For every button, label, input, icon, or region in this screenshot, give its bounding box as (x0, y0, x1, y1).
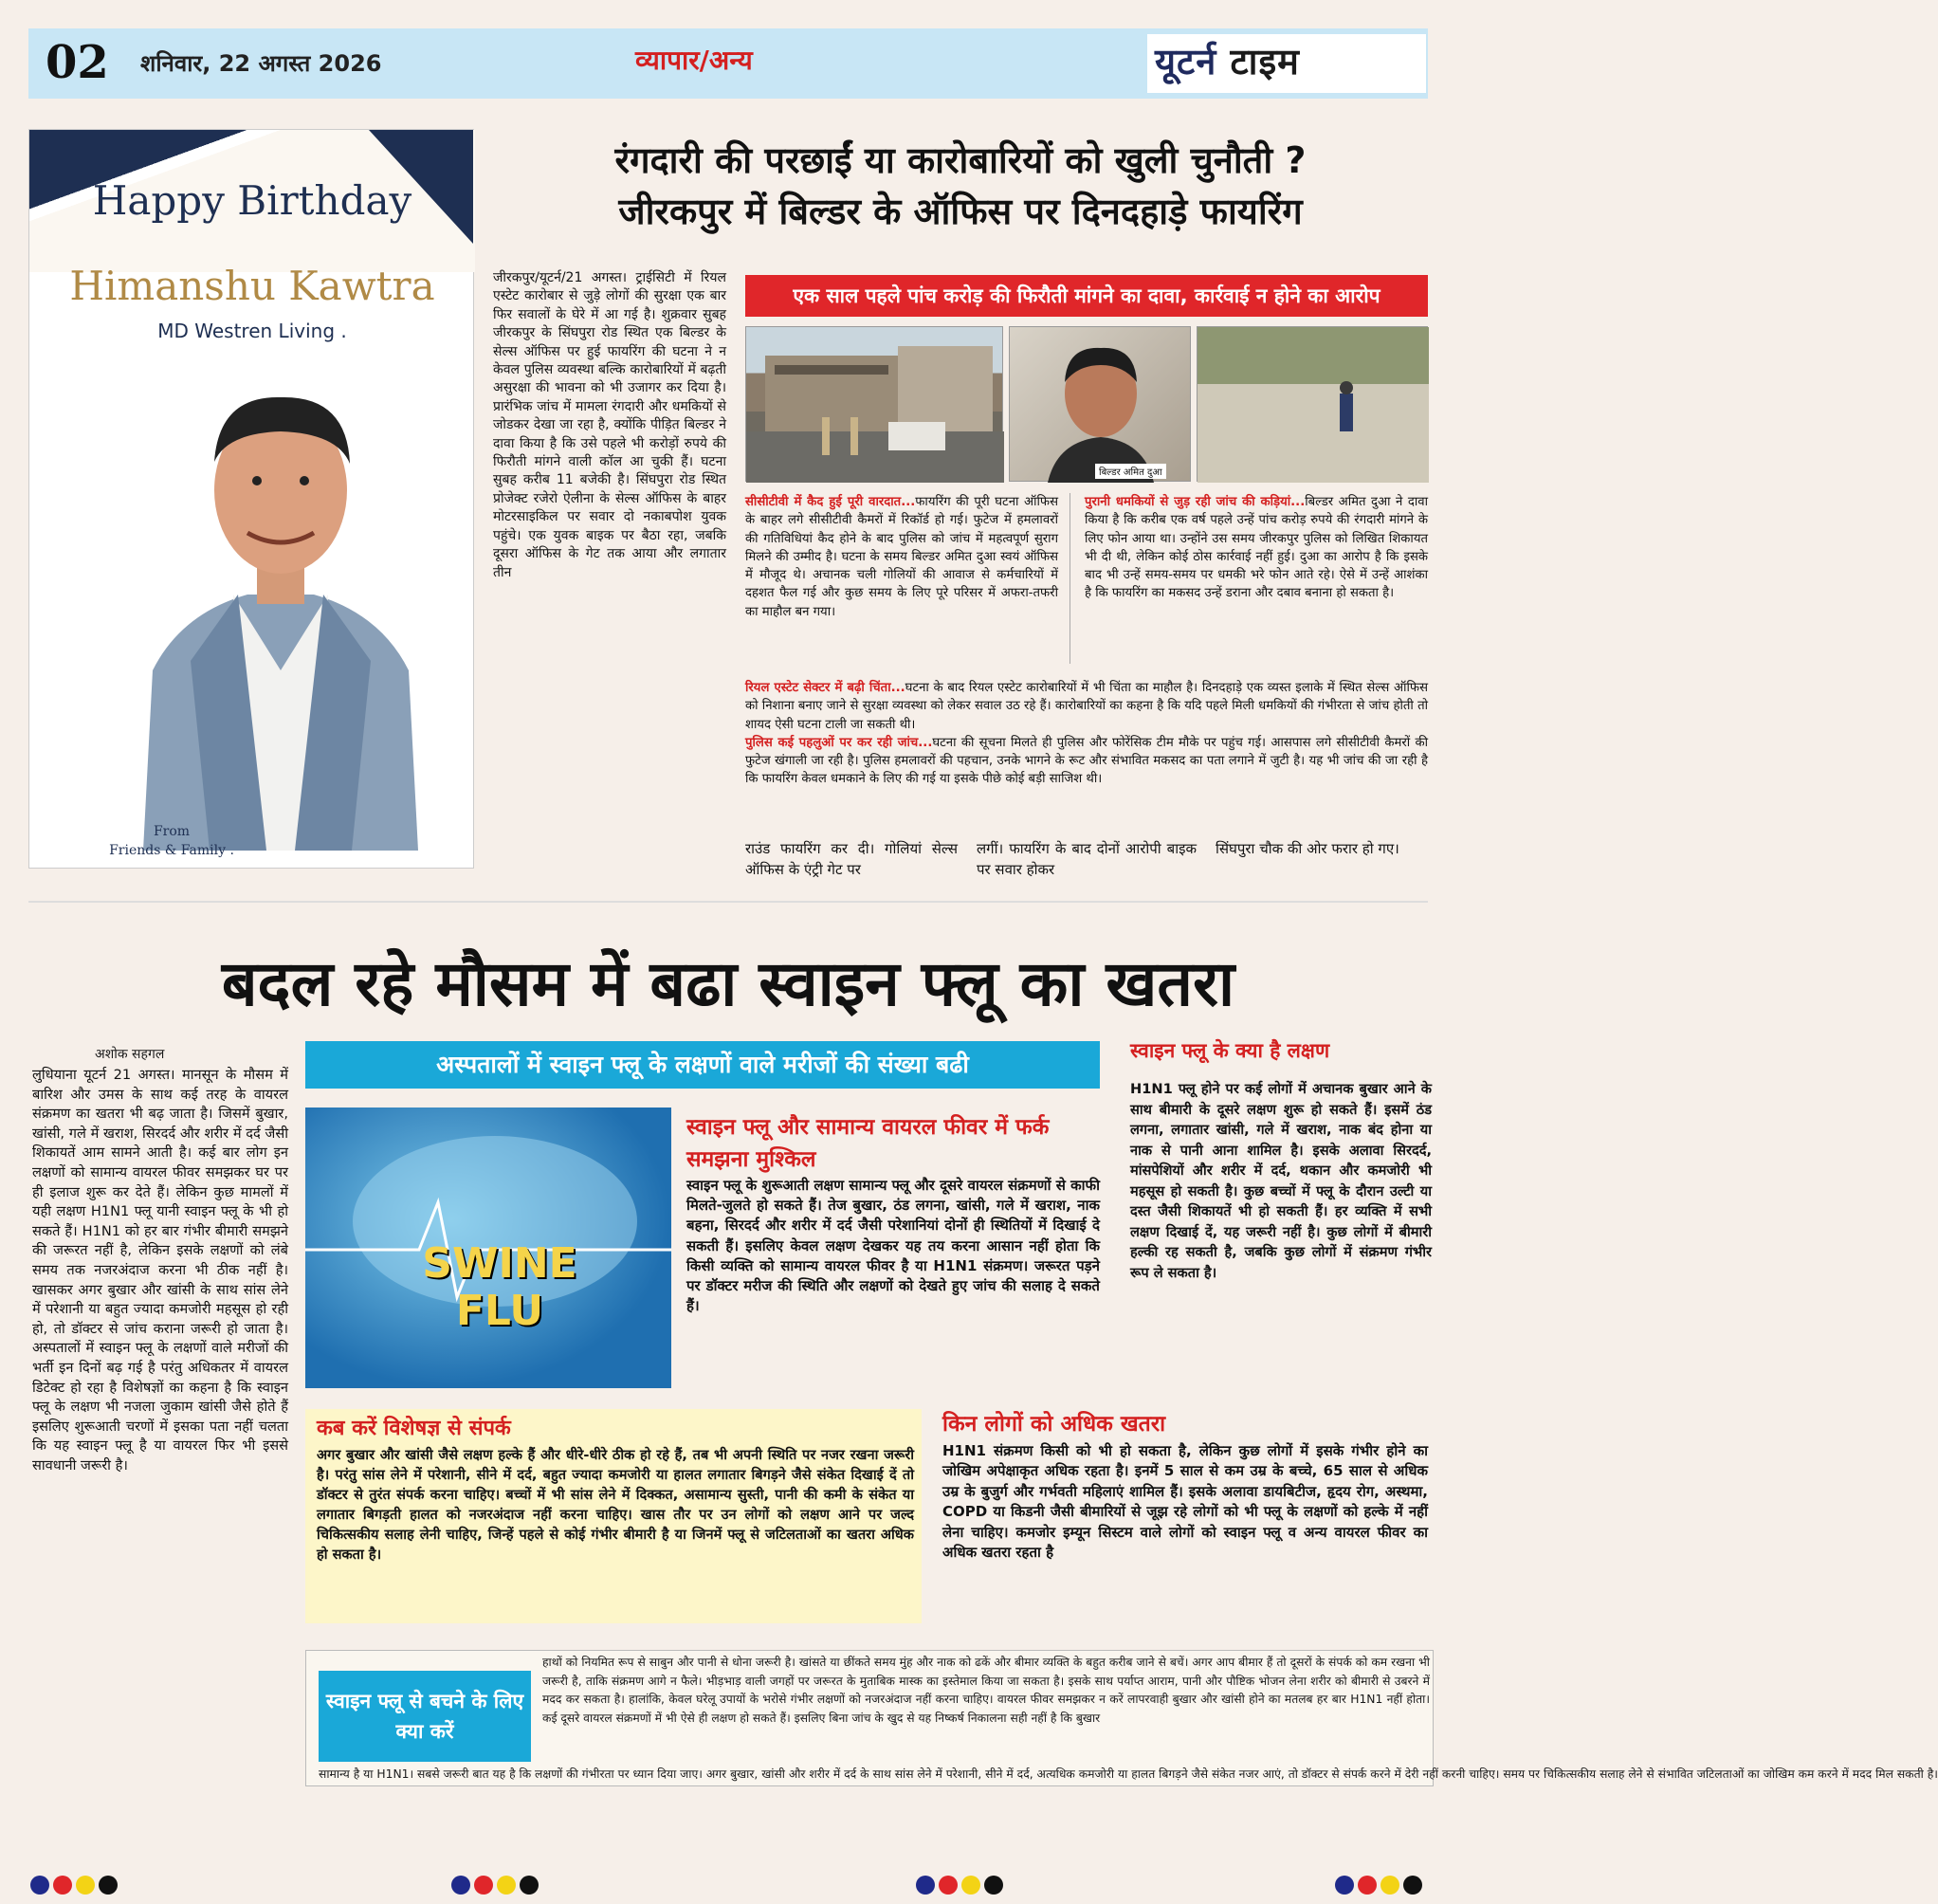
print-dots-2 (451, 1876, 542, 1898)
story1-column1: जीरकपुर/यूटर्न/21 अगस्त। ट्राईसिटी में रियल एस्टेट कारोबार से जुड़े लोगों की सुरक्षा एक बार फिर सवालों के घेरे में आ गई है। शुक्रवार सुबह जीरकपुर के सिंघपुरा रोड स्थित एक बिल्डर के सेल्स ऑफिस पर हुई फायरिंग की घटना ने न केवल पुलिस व्यवस्था बल्कि कारोबारियों में बढ़ती असुरक्षा की भावना को भी उजागर कर दिया है। प्रारंभिक जांच में मामला रंगदारी और धमकियों से जोडकर देखा जा रहा है, क्योंकि पीड़ित बिल्डर ने दावा किया है कि उसे पहले भी करोड़ों रुपये की फिरौती मांगने वाली कॉल आ चुकी हैं। घटना सुबह करीब 11 बजेकी है। सिंघपुरा रोड स्थित प्रोजेक्ट रजेरो ऐलीना के सेल्स ऑफिस के बाहर मोटरसाइकिल पर सवार दो नकाबपोश युवक पहुंचे। एक युवक बाइक पर बैठा रहा, जबकि दूसरा ऑफिस के गेट तक आया और लगातार तीन (493, 270, 726, 580)
ad-name: Himanshu Kawtra (69, 263, 435, 309)
ad-title: MD Westren Living . (157, 320, 347, 342)
masthead-logo (1147, 34, 1426, 93)
story1-sub-cctv (745, 493, 1058, 673)
symptoms-text: H1N1 फ्लू होने पर कई लोगों में अचानक बुखार आने के साथ बीमारी के दूसरे लक्षण शुरू हो सकते हैं। इसमें ठंड लगना, लगातार खांसी, गले में खराश, नाक बंद होना या नाक से पानी आना शामिल है। इसके अलावा सिरदर्द, मांसपेशियों और शरीर में दर्द, थकान और कमजोरी भी महसूस हो सकती है। कुछ बच्चों में फ्लू के दौरान उल्टी या दस्त जैसी शिकायतें भी हो सकती हैं। हर व्यक्ति में सभी लक्षण दिखाई दें, यह जरूरी नहीं है। कुछ लोगों में बीमारी हल्की रह सकती है, जबकि कुछ लोगों में संक्रमण गंभीर रूप ले सकता है। (1130, 1081, 1432, 1281)
ad-greeting: Happy Birthday (92, 177, 412, 224)
contact-text: अगर बुखार और खांसी जैसे लक्षण हल्के हैं और धीरे-धीरे ठीक हो रहे हैं, तब भी अपनी स्थिति पर नजर रखना जरूरी है। परंतु सांस लेने में परेशानी, सीने में दर्द, बहुत ज्यादा कमजोरी या हालत लगातार बिगड़ने जैसे संकेत दिखाई दें तो डॉक्टर से तुरंत संपर्क करना चाहिए। बच्चों में भी सांस लेने में दिक्कत, असामान्य सुस्ती, पानी की कमी के संकेत या लगातार बिगड़ती हालत को नजरअंदाज नहीं करना चाहिए। खास तौर पर उन लोगों को लक्षण आने पर जल्द चिकित्सकीय सलाह लेनी चाहिए, जिन्हें पहले से कोई गंभीर बीमारी है या जिनमें फ्लू से जटिलताओं का खतरा अधिक हो सकता है। (317, 1447, 914, 1563)
person-photo (124, 357, 437, 851)
builder-photo (1009, 326, 1191, 482)
risk-text: H1N1 संक्रमण किसी को भी हो सकता है, लेकिन कुछ लोगों में इसके गंभीर होने का जोखिम अपेक्षाकृत अधिक रहता है। इनमें 5 साल से कम उम्र के बच्चे, 65 साल से अधिक उम्र के बुजुर्ग और गर्भवती महिलाएं शामिल हैं। इसके अलावा डायबिटीज, हृदय रोग, अस्थमा, COPD या किडनी जैसी बीमारियों से जूझ रहे लोगों को भी फ्लू के लक्षणों को हल्के में नहीं लेना चाहिए। कमजोर इम्यून सिस्टम वाले लोगों को स्वाइन फ्लू व अन्य वायरल फीवर का अधिक खतरा रहता है (942, 1442, 1428, 1562)
sub-threats-lead: पुरानी धमकियों से जुड़ रही जांच की कड़ियां... (1085, 495, 1306, 509)
story1-red-banner: एक साल पहले पांच करोड़ की फिरौती मांगने का दावा, कार्रवाई न होने का आरोप (745, 275, 1428, 317)
story1-bottom-col2: लगीं। फायरिंग के बाद दोनों आरोपी बाइक पर सवार होकर (977, 840, 1197, 878)
story1-headline-line2: जीरकपुर में बिल्डर के ऑफिस पर दिनदहाड़े फायरिंग (618, 191, 1303, 232)
sub-realestate-lead: रियल एस्टेट सेक्टर में बढ़ी चिंता... (745, 681, 905, 695)
office-photo (745, 326, 1003, 482)
prevention-label: स्वाइन फ्लू से बचने के लिए क्या करें (319, 1671, 531, 1762)
section-name: व्यापार/अन्य (635, 45, 753, 76)
masthead-part1: यूटर्न (1155, 41, 1217, 82)
section-divider (28, 901, 1428, 903)
image-word1: SWINE (422, 1239, 577, 1288)
diff-text: स्वाइन फ्लू के शुरूआती लक्षण सामान्य फ्लू और दूसरे वायरल संक्रमणों से काफी मिलते-जुलते हो सकते हैं। तेज बुखार, ठंड लगना, खांसी, गले में खराश, नाक बहना, सिरदर्द और शरीर में दर्द जैसी परेशानियां दोनों ही स्थितियों में दिखाई दे सकती हैं। इसलिए केवल लक्षण देखकर यह तय करना आसान नहीं होता कि किसी व्यक्ति को सामान्य वायरल फीवर है या H1N1 संक्रमण। जरूरत पड़ने पर डॉक्टर मरीज की स्थिति और लक्षणों को देखते हुए जांच की सलाह दे सकते हैं। (686, 1177, 1100, 1315)
print-dots-1 (30, 1876, 121, 1898)
prevention-text-bottom: सामान्य है या H1N1। सबसे जरूरी बात यह है कि लक्षणों की गंभीरता पर ध्यान दिया जाए। अगर बुखार, खांसी और शरीर में दर्द के साथ सांस लेने में परेशानी, सीने में दर्द, अत्यधिक कमजोरी या हालत बिगड़ने जैसे संकेत नजर आएं, तो डॉक्टर से संपर्क करने में देरी नहीं करनी चाहिए। समय पर चिकित्सकीय सलाह लेने से संभावित जटिलताओं का जोखिम कम करने में मदद मिल सकती है। (319, 1767, 1938, 1781)
sub-realestate-text: घटना के बाद रियल एस्टेट कारोबारियों में भी चिंता का माहौल है। दिनदहाड़े एक व्यस्त इलाके में स्थित सेल्स ऑफिस को निशाना बनाए जाने से सुरक्षा व्यवस्था को लेकर सवाल उठ रहे हैं। कारोबारियों का कहना है कि यदि पहले मिली धमकियों की गंभीरता से जांच होती तो शायद ऐसी घटना टाली जा सकती थी। (745, 681, 1428, 732)
contact-heading: कब करें विशेषज्ञ से संपर्क (317, 1417, 511, 1440)
story2-author: अशोक सहगल (95, 1047, 165, 1062)
story1-bottom-col3: सिंघपुरा चौक की ओर फरार हो गए। (1216, 840, 1399, 857)
story1-sub-threats (1085, 493, 1428, 673)
story2-cyan-banner: अस्पतालों में स्वाइन फ्लू के लक्षणों वाले मरीजों की संख्या बढी (305, 1041, 1100, 1089)
diff-heading: स्वाइन फ्लू और सामान्य वायरल फीवर में फर्क समझना मुश्किल (686, 1115, 1050, 1172)
sub-police-lead: पुलिस कई पहलुओं पर कर रही जांच... (745, 735, 933, 750)
story2-column1: लुधियाना यूटर्न 21 अगस्त। मानसून के मौसम में बारिश और उमस के साथ कई तरह के वायरल संक्रमण का खतरा भी बढ़ जाता है। जिसमें बुखार, खांसी, गले में खराश, सिरदर्द और शरीर में दर्द जैसी शिकायतें आम सामने आती है। कई बार लोग इन लक्षणों को सामान्य वायरल फीवर समझकर घर पर ही इलाज शुरू कर देते हैं। लेकिन कुछ मामलों में यही लक्षण H1N1 फ्लू यानी स्वाइन फ्लू के भी हो सकते हैं। H1N1 को हर बार गंभीर बीमारी समझने की जरूरत नहीं है, लेकिन इसके लक्षणों को लंबे समय तक नजरअंदाज करना भी ठीक नहीं है। खासकर अगर बुखार और खांसी के साथ सांस लेने में परेशानी या बहुत ज्यादा कमजोरी महसूस हो रही हो, तो डॉक्टर से जांच कराना जरूरी हो जाता है। अस्पतालों में स्वाइन फ्लू के लक्षणों वाले मरीजों की भर्ती इन दिनों बढ़ गई है परंतु अधिकतर में वायरल डिटेक्ट हो रहा है विशेषज्ञों का कहना है कि स्वाइन फ्लू के लक्षण भी नजला जुकाम खांसी जैसे होते हैं इसलिए शुरूआती चरणों में इसका पता नहीं चलता कि यह स्वाइन फ्लू है या वायरल फिर भी इससे सावधानी जरूरी है। (32, 1067, 288, 1474)
ad-from-line2: Friends & Family . (109, 843, 234, 858)
prevention-text: हाथों को नियमित रूप से साबुन और पानी से धोना जरूरी है। खांसते या छींकते समय मुंह और नाक को ढकें और बीमार व्यक्ति के बहुत करीब जाने से बचें। अगर आप बीमार हैं तो दूसरों के संपर्क को कम रखना भी जरूरी है, ताकि संक्रमण आगे न फैले। भीड़भाड़ वाली जगहों पर जरूरत के मुताबिक मास्क का इस्तेमाल किया जा सकता है। इसके साथ पर्याप्त आराम, पानी और पौष्टिक भोजन लेना शरीर को बीमारी से उबरने में मदद कर सकता है। हालांकि, केवल घरेलू उपायों के भरोसे गंभीर लक्षणों को नजरअंदाज नहीं करना चाहिए। वायरल फीवर समझकर न करें लापरवाही बुखार और खांसी होने का मतलब हर बार H1N1 नहीं होता। कई दूसरे वायरल संक्रमणों में भी ऐसे ही लक्षण हो सकते हैं। इसलिए बिना जांच के खुद से यह निष्कर्ष निकालना सही नहीं है कि बुखार (542, 1656, 1430, 1725)
print-dots-4 (1335, 1876, 1426, 1898)
page-number: 02 (46, 36, 109, 89)
story1-bottom-col1: राउंड फायरिंग कर दी। गोलियां सेल्स ऑफिस के एंट्री गेट पर (745, 840, 958, 878)
ad-from (29, 822, 314, 860)
cctv-photo (1197, 326, 1428, 482)
sub-police-text: घटना की सूचना मिलते ही पुलिस और फोरेंसिक टीम मौके पर पहुंच गई। आसपास लगे सीसीटीवी कैमरों की फुटेज खंगाली जा रही है। पुलिस हमलावरों की पहचान, उनके भागने के रूट और संभावित मकसद का पता लगाने में जुटी है। यह भी जांच की जा रही है कि फायरिंग केवल धमकाने के लिए की गई या इसके पीछे कोई बड़ी साजिश थी। (745, 735, 1428, 787)
image-word2: FLU (455, 1287, 544, 1335)
story1-headline-line1: रंगदारी की परछाईं या कारोबारियों को खुली चुनौती ? (614, 139, 1307, 181)
ad-from-line1: From (153, 824, 191, 839)
risk-heading: किन लोगों को अधिक खतरा (942, 1412, 1166, 1437)
masthead-part2: टाइम (1230, 41, 1300, 82)
photo-caption: बिल्डर अमित दुआ (1095, 464, 1166, 479)
print-dots-3 (916, 1876, 1007, 1898)
sub-cctv-text: फायरिंग की पूरी घटना ऑफिस के बाहर लगे सीसीटीवी कैमरों में रिकॉर्ड हो गई। फुटेज में हमलावरों की गतिविधियां कैद होने के बाद पुलिस को जांच में महत्वपूर्ण सुराग मिलने की उम्मीद है। घटना के समय बिल्डर अमित दुआ स्वयं ऑफिस में मौजूद थे। अचानक चली गोलियों की आवाज से कर्मचारियों में दहशत फैल गई और कुछ समय के लिए पूरे परिसर में अफरा-तफरी का माहौल बन गया। (745, 495, 1058, 619)
symptoms-heading: स्वाइन फ्लू के क्या है लक्षण (1130, 1039, 1330, 1062)
sub-cctv-lead: सीसीटीवी में कैद हुई पूरी वारदात... (745, 495, 916, 509)
story2-headline: बदल रहे मौसम में बढा स्वाइन फ्लू का खतरा (221, 947, 1235, 1020)
birthday-advertisement (28, 129, 474, 869)
story1-headline (493, 135, 1428, 237)
story1-sub-realestate (745, 679, 1428, 812)
sub-threats-text: बिल्डर अमित दुआ ने दावा किया है कि करीब एक वर्ष पहले उन्हें पांच करोड़ रुपये की रंगदारी मांगने के लिए फोन आया था। उन्होंने उस समय जीरकपुर पुलिस को लिखित शिकायत भी दी थी, लेकिन कोई ठोस कार्रवाई नहीं हुई। दुआ का आरोप है कि इसके बाद भी उन्हें समय-समय पर धमकी भरे फोन आते रहे। ऐसे में उन्हें आशंका है कि फायरिंग का मकसद उन्हें डराना और दबाव बनाना हो सकता है। (1085, 495, 1428, 601)
issue-date: शनिवार, 22 अगस्त 2026 (140, 50, 382, 77)
swine-flu-image (305, 1108, 671, 1388)
swine-flu-image-text (419, 1240, 580, 1335)
